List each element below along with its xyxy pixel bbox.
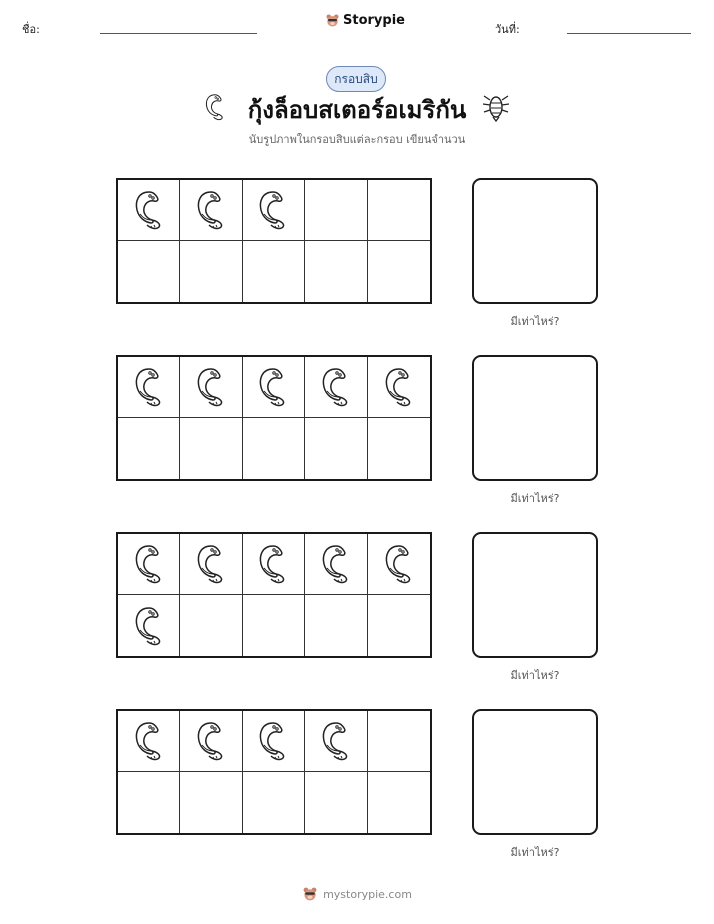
ten-frame-cell	[368, 357, 430, 418]
ten-frame-cell	[118, 241, 180, 302]
bear-logo-icon	[302, 886, 318, 902]
lobster-claw-icon	[129, 604, 169, 648]
instructions: นับรูปภาพในกรอบสิบแต่ละกรอบ เขียนจำนวน	[248, 133, 466, 146]
answer-box[interactable]	[472, 178, 598, 304]
ten-frame-cell	[368, 595, 430, 656]
question-label: มีเท่าไหร่?	[510, 492, 560, 505]
lobster-claw-icon	[253, 365, 293, 409]
date-line[interactable]	[567, 33, 691, 34]
topic-badge: กรอบสิบ	[326, 66, 386, 92]
lobster-claw-icon	[253, 188, 293, 232]
name-label: ชื่อ:	[22, 23, 40, 36]
lobster-claw-icon	[129, 542, 169, 586]
ten-frame-cell	[305, 595, 367, 656]
ten-frame-cell	[180, 180, 242, 241]
bear-logo-icon	[325, 13, 340, 28]
lobster-claw-icon	[129, 719, 169, 763]
lobster-claw-icon	[316, 542, 356, 586]
ten-frame-cell	[118, 772, 180, 833]
date-label: วันที่:	[495, 23, 520, 36]
ten-frame-cell	[368, 711, 430, 772]
ten-frame-cell	[118, 711, 180, 772]
ten-frame-cell	[368, 241, 430, 302]
lobster-claw-icon	[253, 542, 293, 586]
ten-frame-cell	[180, 241, 242, 302]
ten-frame-cell	[243, 418, 305, 479]
question-label: มีเท่าไหร่?	[510, 669, 560, 682]
ten-frame-cell	[305, 418, 367, 479]
lobster-claw-icon	[191, 188, 231, 232]
ten-frame-cell	[180, 418, 242, 479]
question-label: มีเท่าไหร่?	[510, 315, 560, 328]
ten-frame-cell	[118, 418, 180, 479]
lobster-claw-icon	[253, 719, 293, 763]
ten-frame-cell	[243, 357, 305, 418]
lobster-claw-icon	[191, 542, 231, 586]
ten-frame-cell	[368, 418, 430, 479]
ten-frame-cell	[180, 534, 242, 595]
ten-frame-cell	[305, 357, 367, 418]
ten-frame-cell	[305, 772, 367, 833]
storypie-logo	[325, 13, 405, 28]
ten-frame	[116, 532, 432, 658]
lobster-claw-icon	[379, 542, 419, 586]
answer-box[interactable]	[472, 532, 598, 658]
brand-name: Storypie	[343, 13, 405, 28]
ten-frame-cell	[243, 241, 305, 302]
ten-frame	[116, 178, 432, 304]
ten-frame-cell	[243, 711, 305, 772]
ten-frame-cell	[243, 180, 305, 241]
ten-frame-cell	[180, 357, 242, 418]
ten-frame-cell	[243, 595, 305, 656]
ten-frame-cell	[305, 241, 367, 302]
answer-box[interactable]	[472, 709, 598, 835]
name-line[interactable]	[100, 33, 257, 34]
ten-frame-cell	[118, 534, 180, 595]
ten-frame-cell	[118, 357, 180, 418]
ten-frame-cell	[305, 711, 367, 772]
footer	[0, 886, 714, 902]
ten-frame	[116, 709, 432, 835]
ten-frame-cell	[118, 180, 180, 241]
ten-frame-cell	[368, 772, 430, 833]
lobster-claw-icon	[316, 719, 356, 763]
ten-frame-cell	[305, 180, 367, 241]
ten-frame-cell	[180, 772, 242, 833]
lobster-claw-icon	[379, 365, 419, 409]
ten-frame-cell	[368, 180, 430, 241]
footer-url[interactable]: mystorypie.com	[323, 887, 412, 901]
lobster-claw-icon	[129, 365, 169, 409]
ten-frame-cell	[243, 772, 305, 833]
answer-box[interactable]	[472, 355, 598, 481]
page-title: กุ้งล็อบสเตอร์อเมริกัน	[247, 96, 467, 124]
lobster-claw-icon	[316, 365, 356, 409]
ten-frame-cell	[180, 595, 242, 656]
question-label: มีเท่าไหร่?	[510, 846, 560, 859]
ten-frame-cell	[305, 534, 367, 595]
lobster-claw-icon	[129, 188, 169, 232]
lobster-body-icon	[481, 92, 511, 122]
ten-frame-cell	[180, 711, 242, 772]
lobster-claw-icon	[191, 719, 231, 763]
lobster-claw-icon	[191, 365, 231, 409]
ten-frame-cell	[368, 534, 430, 595]
ten-frame-cell	[118, 595, 180, 656]
ten-frame	[116, 355, 432, 481]
ten-frame-cell	[243, 534, 305, 595]
